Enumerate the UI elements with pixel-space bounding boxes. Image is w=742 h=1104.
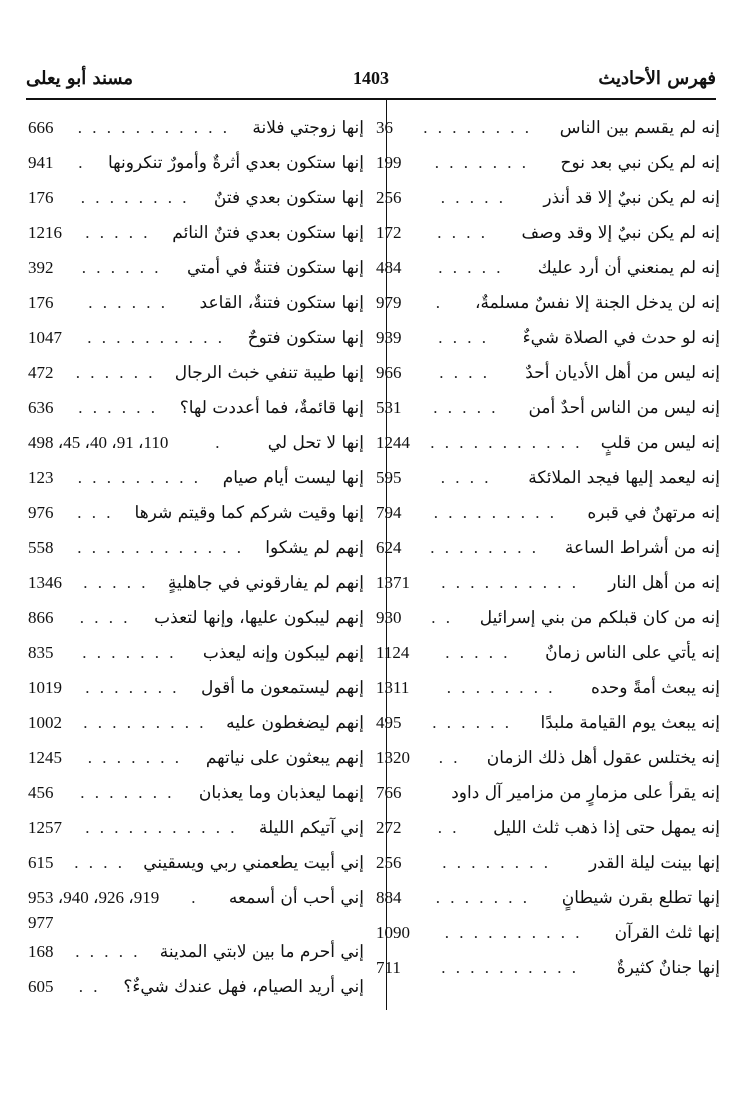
- entry-reference-number: 835: [28, 643, 54, 662]
- entry-reference-number: 176: [28, 188, 54, 207]
- entry-reference-number: 1019: [28, 678, 62, 697]
- index-entry: [376, 114, 720, 149]
- entry-text: إنه ليعمد إليها فيجد الملائكة: [528, 468, 720, 488]
- entry-reference-number: 794: [376, 503, 402, 522]
- index-entry: [376, 429, 720, 464]
- leader-dots: .: [215, 433, 223, 452]
- leader-dots: . . . . . . . .: [80, 188, 190, 207]
- entry-text: إنه ليس من قلبٍ: [600, 433, 720, 453]
- index-entry: [28, 884, 364, 938]
- entry-text: إنه يختلس عقول أهل ذلك الزمان: [486, 748, 720, 768]
- leader-dots: . . . . .: [438, 258, 504, 277]
- leader-dots: . . . . . . . .: [442, 853, 551, 872]
- index-entry: [376, 569, 720, 604]
- index-entry: [376, 744, 720, 779]
- index-entry: [376, 499, 720, 534]
- index-entry: [376, 184, 720, 219]
- right-column: [376, 114, 720, 989]
- entry-reference-number: 953 ،940 ،926 ،919: [28, 888, 160, 907]
- entry-reference-number: 766: [376, 783, 402, 802]
- left-column: [28, 114, 364, 1008]
- index-entry: [28, 464, 364, 499]
- leader-dots: . . . . . . . .: [446, 678, 556, 697]
- entry-text: إني آتيكم الليلة: [258, 818, 364, 838]
- entry-reference-number: 498 ،45 ،40 ،91 ،110: [28, 433, 169, 452]
- entry-text: إنه ليس من أهل الأديان أحدٌ: [525, 363, 720, 383]
- entry-text: إنه من أهل النار: [608, 573, 720, 593]
- index-entry: [28, 289, 364, 324]
- entry-text: إنها تطلع بقرن شيطانٍ: [561, 888, 720, 908]
- entry-text: إنها وقيت شركم كما وقيتم شرها: [134, 503, 364, 523]
- index-entry: [28, 849, 364, 884]
- entry-text: إنه لم يقسم بين الناس: [559, 118, 720, 138]
- entry-text: إنها طيبة تنفي خبث الرجال: [174, 363, 364, 383]
- entry-text: إنه يقرأ على مزمارٍ من مزامير آل داود: [451, 783, 720, 803]
- entry-reference-number: 884: [376, 888, 402, 907]
- index-entry: [376, 219, 720, 254]
- leader-dots: . . . . .: [83, 573, 149, 592]
- entry-text: إنهم يبعثون على نياتهم: [205, 748, 364, 768]
- entry-text: إنها بينت ليلة القدر: [588, 853, 720, 873]
- leader-dots: . . . . .: [440, 188, 506, 207]
- entry-text: إنهم ليضغطون عليه: [226, 713, 364, 733]
- leader-dots: . . . . . . . . . .: [441, 573, 579, 592]
- entry-reference-number: 636: [28, 398, 54, 417]
- entry-reference-number: 1320: [376, 748, 410, 767]
- entry-text: إنه يمهل حتى إذا ذهب ثلث الليل: [493, 818, 720, 838]
- entry-text: إنها زوجتي فلانة: [252, 118, 364, 138]
- leader-dots: . . . . . . . . . . .: [85, 818, 238, 837]
- entry-reference-number: 1216: [28, 223, 62, 242]
- page-header: [26, 60, 716, 96]
- index-entry: [376, 254, 720, 289]
- entry-text: إني أحب أن أسمعه: [228, 888, 364, 908]
- entry-reference-number: 123: [28, 468, 54, 487]
- leader-dots: . . . . . .: [88, 293, 168, 312]
- entry-text: إنه مرتهنٌ في قبره: [587, 503, 720, 523]
- leader-dots: . . . . .: [433, 398, 499, 417]
- entry-reference-number: 531: [376, 398, 402, 417]
- entry-text: إني أحرم ما بين لابتي المدينة: [159, 942, 364, 962]
- book-title: مسند أبو يعلى: [26, 68, 134, 89]
- leader-dots: . . . . . . . . . . . .: [77, 538, 244, 557]
- leader-dots: . .: [437, 818, 460, 837]
- index-entry: [376, 289, 720, 324]
- index-entry: [28, 744, 364, 779]
- leader-dots: . . . . . . . . .: [83, 713, 207, 732]
- leader-dots: . . . . . . . . . . .: [77, 118, 230, 137]
- entry-reference-number: 595: [376, 468, 402, 487]
- entry-text: إنها ستكون فتوحٌ: [247, 328, 364, 348]
- leader-dots: . . . . . . . .: [423, 118, 532, 137]
- entry-text: إنه يأتي على الناس زمانٌ: [545, 643, 720, 663]
- entry-reference-number: 168: [28, 942, 54, 961]
- entry-text: إنه لم يكن نبيٌ إلا قد أنذر: [543, 188, 720, 208]
- leader-dots: . . . .: [437, 223, 488, 242]
- index-entry: [376, 954, 720, 989]
- entry-reference-number: 624: [376, 538, 402, 557]
- entry-text: إنه لن يدخل الجنة إلا نفسٌ مسلمةٌ،: [474, 293, 720, 313]
- index-entry: [28, 499, 364, 534]
- leader-dots: . . . .: [79, 608, 131, 627]
- entry-reference-number: 976: [28, 503, 54, 522]
- entry-text: إنه لم يكن نبيٌ إلا وقد وصف: [521, 223, 720, 243]
- entry-text: إنها ستكون فتنةٌ في أمتي: [186, 258, 364, 278]
- leader-dots: .: [435, 293, 443, 312]
- index-entry: [376, 464, 720, 499]
- index-entry: [376, 534, 720, 569]
- entry-text: إنه لم يكن نبي بعد نوح: [560, 153, 720, 173]
- entry-text: إنها قائمةٌ، فما أعددت لها؟: [179, 398, 364, 418]
- index-entry: [28, 604, 364, 639]
- entry-text: إنهم ليبكون وإنه ليعذب: [202, 643, 364, 663]
- index-entry: [376, 394, 720, 429]
- leader-dots: . . . . . . .: [435, 888, 530, 907]
- leader-dots: . . . . . .: [81, 258, 162, 277]
- entry-text: إنها ستكون بعدي فتنٌ النائم: [172, 223, 364, 243]
- index-entry: [376, 814, 720, 849]
- entry-text: إني أبيت يطعمني ربي ويسقيني: [143, 853, 364, 873]
- entry-text: إنه لم يمنعني أن أرد عليك: [537, 258, 720, 278]
- entry-reference-number: 711: [376, 958, 401, 977]
- index-entry: [376, 639, 720, 674]
- leader-dots: . . . .: [74, 853, 125, 872]
- leader-dots: . . . . . . . . .: [433, 503, 557, 522]
- leader-dots: . . . .: [438, 328, 489, 347]
- entry-reference-number: 176: [28, 293, 54, 312]
- entry-text: إنها لا تحل لي: [267, 433, 364, 453]
- entry-text: إنه يبعث أمةً وحده: [590, 678, 720, 698]
- entry-text: إنها جنانٌ كثيرةٌ: [616, 958, 720, 978]
- index-entry: [28, 674, 364, 709]
- entry-reference-number: 939: [376, 328, 402, 347]
- entry-reference-number: 472: [28, 363, 54, 382]
- entry-text: إنها ليست أيام صيام: [222, 468, 364, 488]
- entry-reference-number: 941: [28, 153, 54, 172]
- leader-dots: . .: [431, 608, 453, 627]
- entry-text: إنهم ليستمعون ما أقول: [201, 678, 364, 698]
- leader-dots: .: [191, 888, 199, 907]
- index-entry: [28, 938, 364, 973]
- entry-reference-number: 392: [28, 258, 54, 277]
- index-entry: [28, 359, 364, 394]
- leader-dots: . .: [438, 748, 461, 767]
- leader-dots: .: [78, 153, 86, 172]
- entry-text: إنها ستكون بعدي أثرةٌ وأمورٌ تنكرونها: [107, 153, 364, 173]
- entry-reference-number: 979: [376, 293, 402, 312]
- leader-dots: . . . . . . .: [434, 153, 529, 172]
- entry-text: إنه يبعث يوم القيامة ملبدًا: [540, 713, 720, 733]
- entry-reference-number: 966: [376, 363, 402, 382]
- index-entry: [28, 184, 364, 219]
- index-entry: [376, 604, 720, 639]
- entry-text: إنه من أشراط الساعة: [564, 538, 720, 558]
- leader-dots: . . . . .: [445, 643, 511, 662]
- leader-dots: . . . . . . . . .: [77, 468, 201, 487]
- entry-reference-number: 666: [28, 118, 54, 137]
- entry-text: إنها ستكون فتنةٌ، القاعد: [199, 293, 364, 313]
- entry-text: إني أريد الصيام، فهل عندك شيءٌ؟: [123, 977, 364, 997]
- entry-reference-number: 1047: [28, 328, 62, 347]
- section-title: فهرس الأحاديث: [598, 68, 716, 89]
- index-entry: [28, 394, 364, 429]
- leader-dots: . . . . . . . . . .: [87, 328, 225, 347]
- index-entry: [28, 534, 364, 569]
- entry-reference-number: 256: [376, 188, 402, 207]
- entry-reference-number: 199: [376, 153, 402, 172]
- entry-reference-number: 456: [28, 783, 54, 802]
- index-entry: [28, 149, 364, 184]
- index-entry: [28, 254, 364, 289]
- index-entry: [376, 884, 720, 919]
- page-number: 1403: [353, 68, 389, 88]
- entry-reference-number: 1090: [376, 923, 410, 942]
- entry-text: إنها ستكون بعدي فتنٌ: [213, 188, 364, 208]
- entry-reference-number: 558: [28, 538, 54, 557]
- entry-reference-number: 1124: [376, 643, 410, 662]
- index-entry: [376, 779, 720, 814]
- leader-dots: . . . . . . .: [82, 643, 177, 662]
- entry-reference-number: 1002: [28, 713, 62, 732]
- entry-reference-number: 930: [376, 608, 402, 627]
- entry-reference-number: 172: [376, 223, 402, 242]
- leader-dots: . . . . . . . . . .: [441, 958, 579, 977]
- index-entry: [28, 639, 364, 674]
- leader-dots: . . . . . .: [78, 398, 158, 417]
- leader-dots: . . . . . .: [75, 363, 156, 382]
- entry-reference-number: 1244: [376, 433, 410, 452]
- entry-reference-number: 256: [376, 853, 402, 872]
- entry-text: إنهم لم يشكوا: [265, 538, 364, 558]
- entry-reference-number: 1371: [376, 573, 410, 592]
- leader-dots: . . . . .: [85, 223, 151, 242]
- entry-text: إنهما ليعذبان وما يعذبان: [198, 783, 364, 803]
- index-entry: [376, 359, 720, 394]
- entry-text: إنه ليس من الناس أحدٌ أمن: [528, 398, 720, 418]
- leader-dots: . .: [78, 977, 101, 996]
- index-entry: [376, 324, 720, 359]
- entry-reference-number: 1245: [28, 748, 62, 767]
- index-entry: [376, 919, 720, 954]
- index-entry: [28, 814, 364, 849]
- leader-dots: . . . . . . . .: [430, 538, 539, 557]
- entry-reference-number: 1257: [28, 818, 62, 837]
- entry-text: إنه لو حدث في الصلاة شيءٌ: [522, 328, 720, 348]
- entry-reference-number: 1311: [376, 678, 410, 697]
- leader-dots: . . . . . . .: [80, 783, 175, 802]
- leader-dots: . . .: [77, 503, 114, 522]
- index-entry: [376, 674, 720, 709]
- entry-reference-number: 1346: [28, 573, 62, 592]
- header-rule: [26, 98, 716, 100]
- entry-reference-number: 605: [28, 977, 54, 996]
- entry-reference-number: 484: [376, 258, 402, 277]
- index-entry: [28, 709, 364, 744]
- index-entry: [28, 114, 364, 149]
- entry-text: إنهم لم يفارقوني في جاهليةٍ: [167, 573, 364, 593]
- leader-dots: . . . . . . . . . . .: [430, 433, 583, 452]
- entry-reference-number: 272: [376, 818, 402, 837]
- leader-dots: . . . . . . .: [87, 748, 182, 767]
- index-entry: [28, 429, 364, 464]
- leader-dots: . . . . . . .: [85, 678, 180, 697]
- index-entry: [376, 849, 720, 884]
- entry-reference-number: 36: [376, 118, 393, 137]
- entry-text: إنه من كان قبلكم من بني إسرائيل: [479, 608, 720, 628]
- leader-dots: . . . .: [439, 363, 490, 382]
- leader-dots: . . . . .: [75, 942, 141, 961]
- index-entry: [28, 779, 364, 814]
- index-entry: [376, 709, 720, 744]
- entry-reference-continuation: 977: [28, 913, 54, 932]
- leader-dots: . . . .: [440, 468, 492, 487]
- leader-dots: . . . . . . . . . .: [444, 923, 583, 942]
- entry-text: إنها ثلث القرآن: [614, 923, 720, 943]
- index-entry: [28, 324, 364, 359]
- index-entry: [28, 973, 364, 1008]
- leader-dots: . . . . . .: [432, 713, 512, 732]
- entry-reference-number: 615: [28, 853, 54, 872]
- entry-text: إنهم ليبكون عليها، وإنها لتعذب: [154, 608, 364, 628]
- index-entry: [28, 569, 364, 604]
- entry-reference-number: 495: [376, 713, 402, 732]
- index-entry: [376, 149, 720, 184]
- index-entry: [28, 219, 364, 254]
- entry-reference-number: 866: [28, 608, 54, 627]
